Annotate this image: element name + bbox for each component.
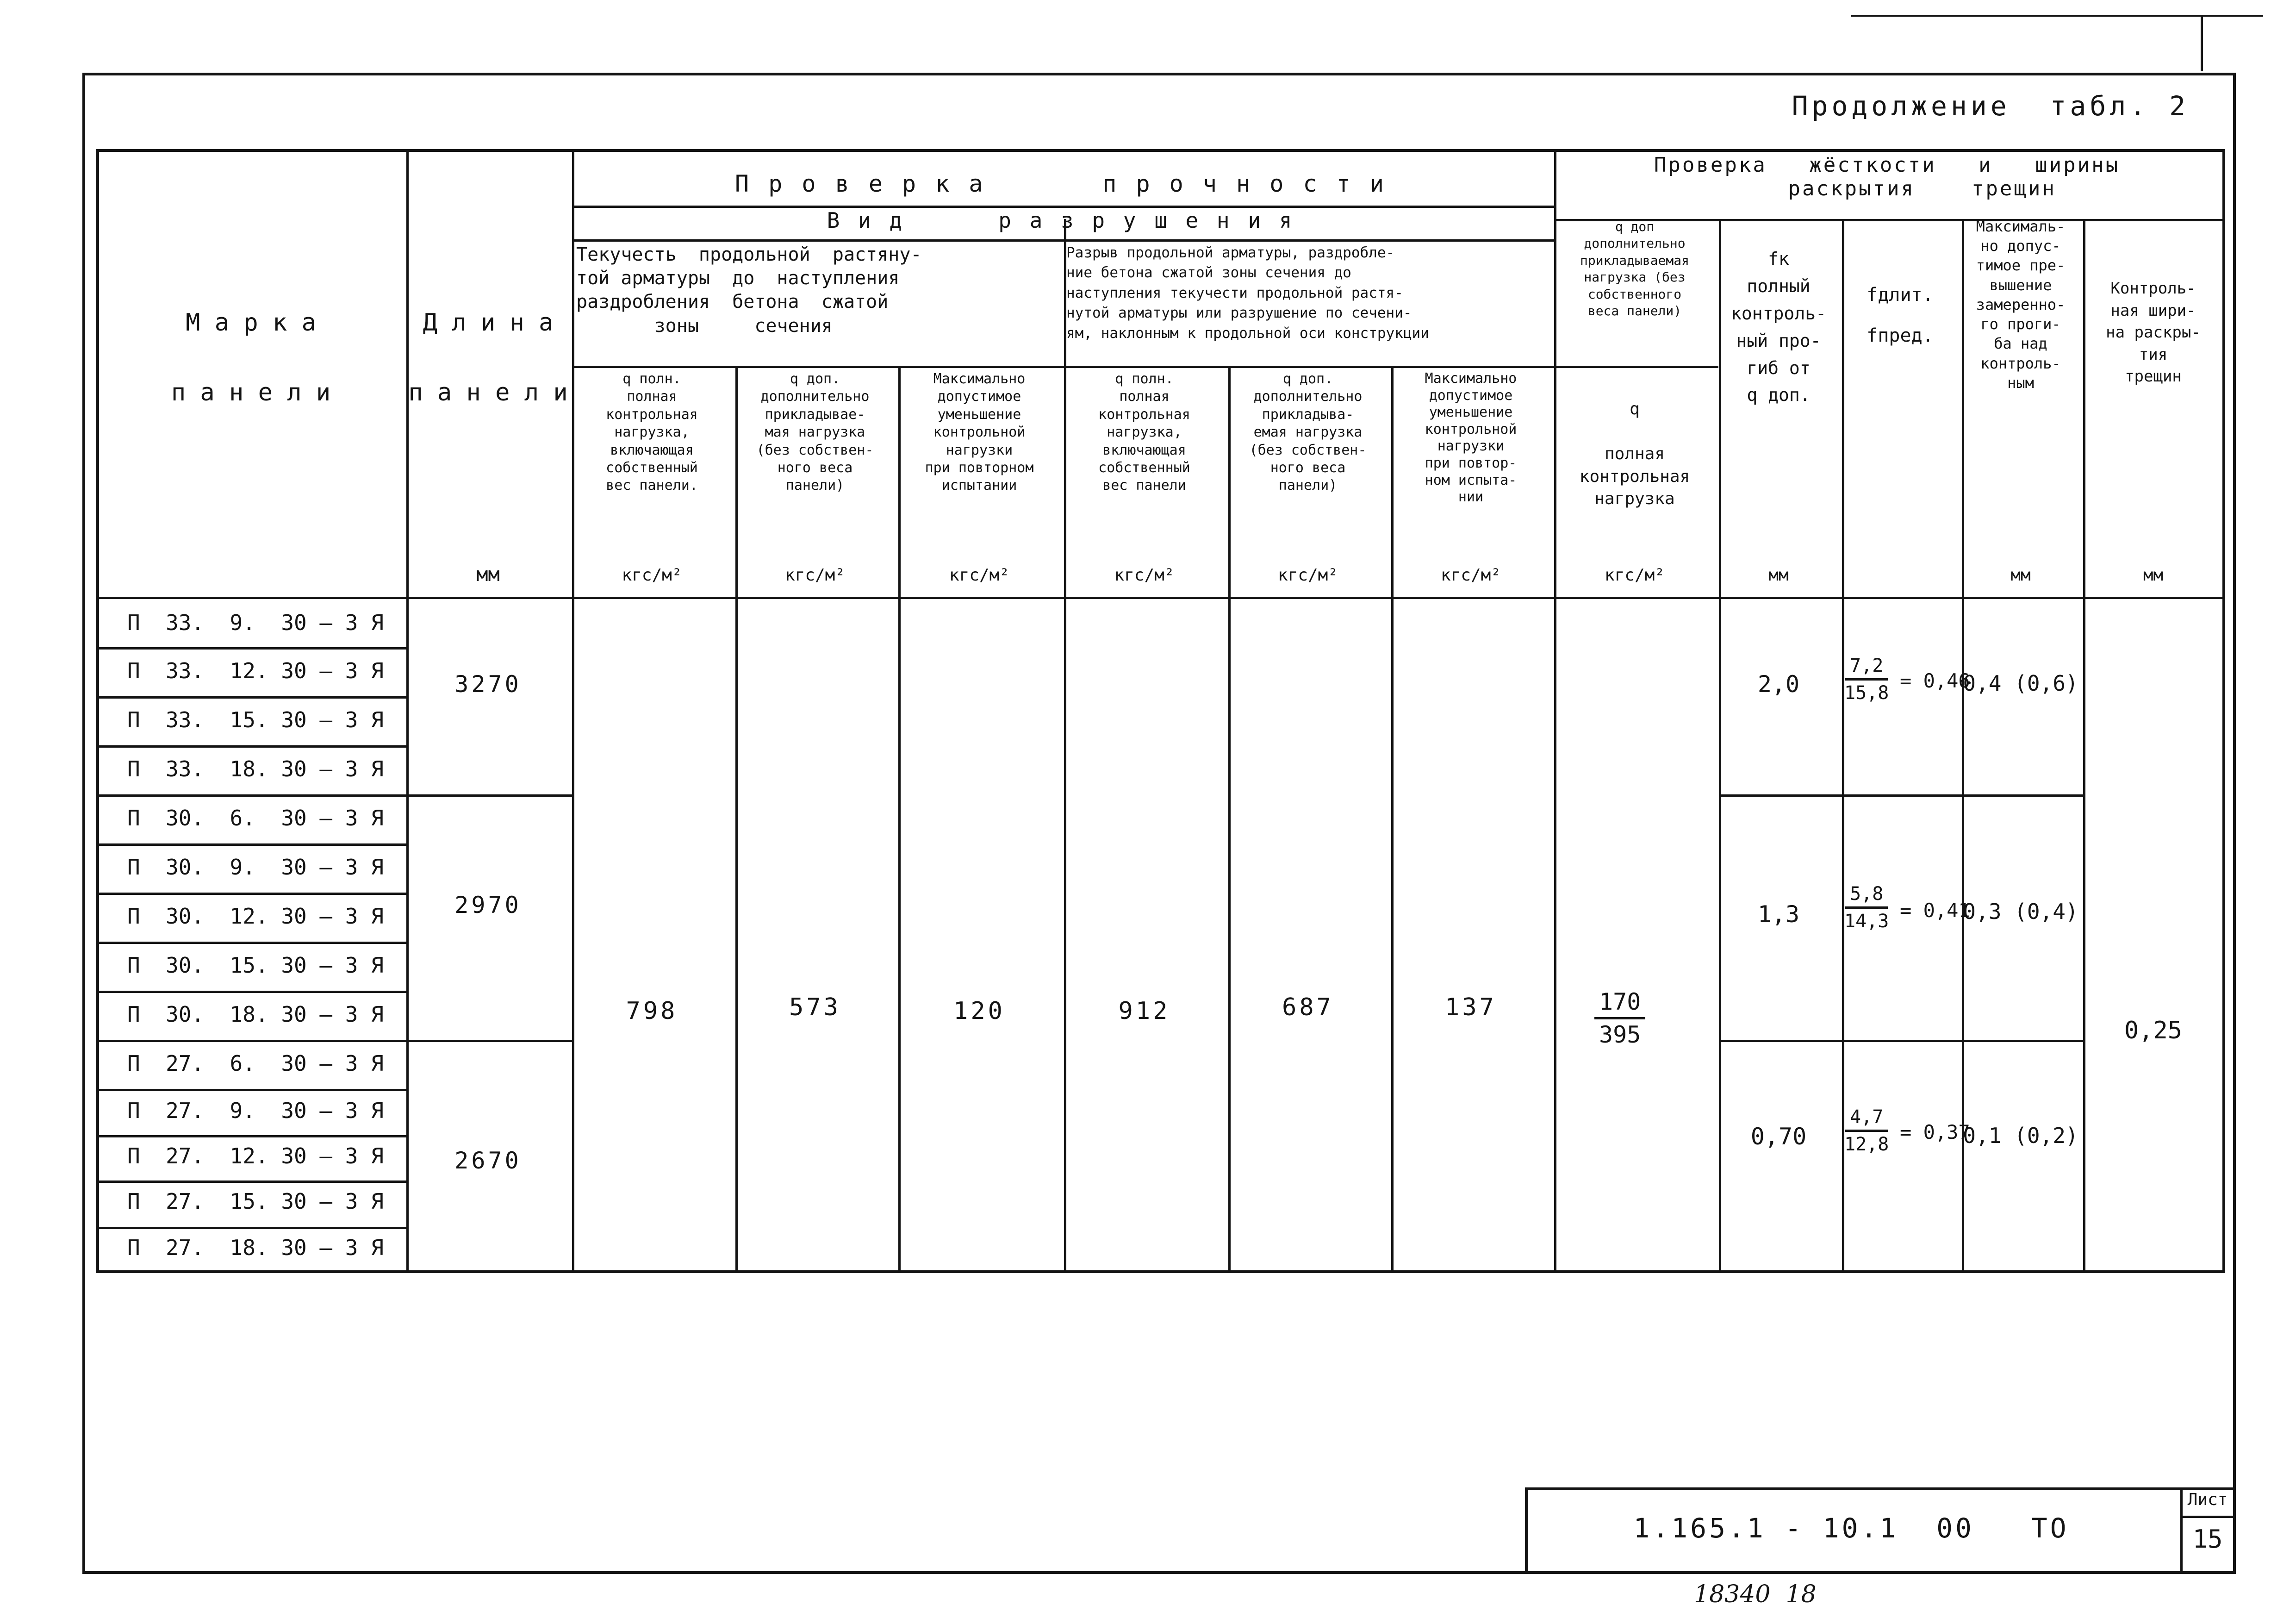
value-f-ratio bbox=[1844, 883, 1889, 932]
subheader-max-red-2: Максимально допустимое уменьшение контрольной нагрузки при повтор- ном испыта- нии bbox=[1425, 370, 1517, 506]
subheader-f-ratio: fдлит. fпред. bbox=[1867, 284, 1934, 346]
panel-mark: П 30. 18. 30 — 3 Я bbox=[127, 1002, 384, 1027]
unit-max-red-1: кгс/м² bbox=[949, 566, 1010, 585]
fraction-numerator: 7,2 bbox=[1845, 655, 1888, 681]
v-line bbox=[1228, 366, 1231, 1273]
row-line bbox=[99, 1040, 573, 1042]
subheader-q-full-1: q полн. полная контрольная нагрузка, включающая собственный вес панели. bbox=[606, 371, 698, 494]
unit-max-red-2: кгс/м² bbox=[1440, 566, 1501, 585]
row-line bbox=[99, 745, 408, 748]
panel-mark: П 27. 12. 30 — 3 Я bbox=[127, 1143, 384, 1168]
fraction-denominator: 395 bbox=[1599, 1021, 1641, 1048]
row-line bbox=[99, 696, 408, 699]
subheader-q-add-extra: q доп дополнительно прикладываемая нагрузка (без собственного веса панели) bbox=[1580, 219, 1689, 319]
row-line bbox=[99, 794, 573, 797]
header-group2: Разрыв продольной арматуры, раздробле- ние бетона сжатой зоны сечения до наступления текучести продольной растя- нутой арматуры или разрушение по сечени- ям, наклонным к продольной оси конструкции bbox=[1066, 244, 1429, 342]
value-f-result: = 0,46 bbox=[1900, 669, 1970, 692]
value-f-ratio bbox=[1844, 655, 1889, 704]
title-block-divider bbox=[2180, 1516, 2236, 1518]
header-mark: М а р к а п а н е л и bbox=[171, 309, 331, 406]
value-max-red-2: 137 bbox=[1445, 993, 1497, 1021]
unit-max-excess: мм bbox=[2010, 566, 2031, 585]
h-line bbox=[99, 597, 2225, 599]
fraction-denominator: 14,3 bbox=[1844, 911, 1889, 932]
value-q-full-1: 798 bbox=[626, 997, 678, 1025]
value-q-add-fraction bbox=[1594, 988, 1645, 1048]
value-crack-width: 0,25 bbox=[2124, 1017, 2183, 1044]
subheader-q-full-2: q полн. полная контрольная нагрузка, включающая собственный вес панели bbox=[1098, 371, 1190, 494]
h-line bbox=[1554, 366, 1718, 368]
fraction-numerator: 4,7 bbox=[1845, 1106, 1888, 1132]
value-max-excess: 0,4 (0,6) bbox=[1963, 671, 2078, 696]
unit-fk: мм bbox=[1768, 566, 1789, 585]
value-max-excess: 0,1 (0,2) bbox=[1963, 1123, 2078, 1148]
panel-mark: П 30. 9. 30 — 3 Я bbox=[127, 855, 384, 880]
row-line bbox=[99, 1089, 408, 1091]
row-line bbox=[99, 1135, 408, 1137]
value-f-result: = 0,37 bbox=[1900, 1121, 1970, 1143]
value-q-full-2: 912 bbox=[1118, 997, 1170, 1025]
value-max-red-1: 120 bbox=[953, 997, 1005, 1025]
header-stiffness: Проверка жёсткости и ширины раскрытия трещин bbox=[1654, 153, 2120, 200]
subheader-q-full-control: q полная контрольная нагрузка bbox=[1579, 400, 1690, 509]
v-line bbox=[1554, 152, 1556, 1273]
row-line bbox=[99, 843, 408, 846]
fraction-numerator: 5,8 bbox=[1845, 883, 1888, 909]
sheet-number: 15 bbox=[2192, 1524, 2223, 1554]
subheader-max-red-1: Максимально допустимое уменьшение контрольной нагрузки при повторном испытании bbox=[925, 371, 1034, 494]
panel-mark: П 27. 9. 30 — 3 Я bbox=[127, 1098, 384, 1123]
header-strength: П р о в е р к а п р о ч н о с т и bbox=[735, 170, 1387, 197]
row-line bbox=[99, 1227, 408, 1229]
value-q-add-2: 687 bbox=[1282, 993, 1334, 1021]
group-line bbox=[1719, 794, 2085, 797]
panel-mark: П 30. 15. 30 — 3 Я bbox=[127, 953, 384, 978]
panel-mark: П 27. 18. 30 — 3 Я bbox=[127, 1235, 384, 1260]
unit-crack-width: мм bbox=[2143, 566, 2164, 585]
subheader-q-add-2: q доп. дополнительно прикладыва- емая нагрузка (без собствен- ного веса панели) bbox=[1249, 371, 1367, 494]
value-fk: 0,70 bbox=[1750, 1123, 1807, 1150]
row-line bbox=[99, 647, 408, 650]
row-line bbox=[99, 991, 408, 993]
v-line bbox=[898, 366, 901, 1273]
header-length: Д л и н а п а н е л и bbox=[408, 309, 568, 406]
unit-q-full-2: кгс/м² bbox=[1114, 566, 1175, 585]
group-line bbox=[1719, 1040, 2085, 1042]
unit-q-full-1: кгс/м² bbox=[622, 566, 682, 585]
unit-q-full-control: кгс/м² bbox=[1604, 566, 1665, 585]
fraction-denominator: 12,8 bbox=[1844, 1134, 1889, 1155]
unit-q-add-1: кгс/м² bbox=[784, 566, 846, 585]
value-max-excess: 0,3 (0,4) bbox=[1963, 899, 2078, 924]
panel-mark: П 30. 6. 30 — 3 Я bbox=[127, 806, 384, 831]
value-f-result: = 0,41 bbox=[1900, 899, 1970, 922]
unit-q-add-2: кгс/м² bbox=[1277, 566, 1338, 585]
header-group1: Текучесть продольной растяну- той арматуры до наступления раздробления бетона сжатой зоны сечения bbox=[576, 244, 922, 337]
row-line bbox=[99, 942, 408, 944]
value-fk: 1,3 bbox=[1757, 901, 1800, 928]
panel-mark: П 33. 15. 30 — 3 Я bbox=[127, 707, 384, 732]
panel-mark: П 33. 18. 30 — 3 Я bbox=[127, 756, 384, 781]
subheader-fk: fк полный контроль- ный про- гиб от q доп. bbox=[1731, 249, 1826, 406]
row-line bbox=[99, 1181, 408, 1183]
inventory-number: 18340 18 bbox=[1694, 1580, 1817, 1608]
header-failure-type: В и д р а з р у ш е н и я bbox=[827, 208, 1295, 233]
fraction-denominator: 15,8 bbox=[1844, 682, 1889, 704]
panel-mark: П 33. 12. 30 — 3 Я bbox=[127, 658, 384, 683]
value-f-ratio bbox=[1844, 1106, 1889, 1155]
subheader-max-excess: Максималь- но допус- тимое пре- вышение замеренно- го проги- ба над контроль- ным bbox=[1976, 218, 2066, 392]
value-q-add-1: 573 bbox=[789, 993, 841, 1021]
h-line bbox=[572, 366, 1556, 368]
header-length-unit: мм bbox=[476, 563, 500, 586]
panel-mark: П 27. 15. 30 — 3 Я bbox=[127, 1189, 384, 1214]
continuation-label: Продолжение табл. 2 bbox=[1792, 90, 2189, 122]
panel-length: 2670 bbox=[454, 1147, 522, 1174]
v-line bbox=[735, 366, 738, 1273]
panel-mark: П 30. 12. 30 — 3 Я bbox=[127, 904, 384, 929]
h-line bbox=[572, 239, 1556, 242]
row-line bbox=[99, 893, 408, 895]
document-designation: 1.165.1 - 10.1 00 ТО bbox=[1633, 1512, 2069, 1544]
v-line bbox=[572, 152, 574, 1273]
corner-mark-tick bbox=[2201, 17, 2203, 71]
panel-mark: П 27. 6. 30 — 3 Я bbox=[127, 1051, 384, 1076]
panel-length: 3270 bbox=[454, 671, 522, 698]
panel-length: 2970 bbox=[454, 892, 522, 918]
panel-mark: П 33. 9. 30 — 3 Я bbox=[127, 610, 384, 635]
value-fk: 2,0 bbox=[1757, 671, 1800, 698]
fraction-numerator: 170 bbox=[1594, 988, 1645, 1019]
sheet-label: Лист bbox=[2187, 1490, 2228, 1509]
subheader-crack-width: Контроль- ная шири- на раскры- тия трещин bbox=[2106, 279, 2201, 386]
subheader-q-add-1: q доп. дополнительно прикладывае- мая нагрузка (без собствен- ного веса панели) bbox=[756, 371, 874, 494]
